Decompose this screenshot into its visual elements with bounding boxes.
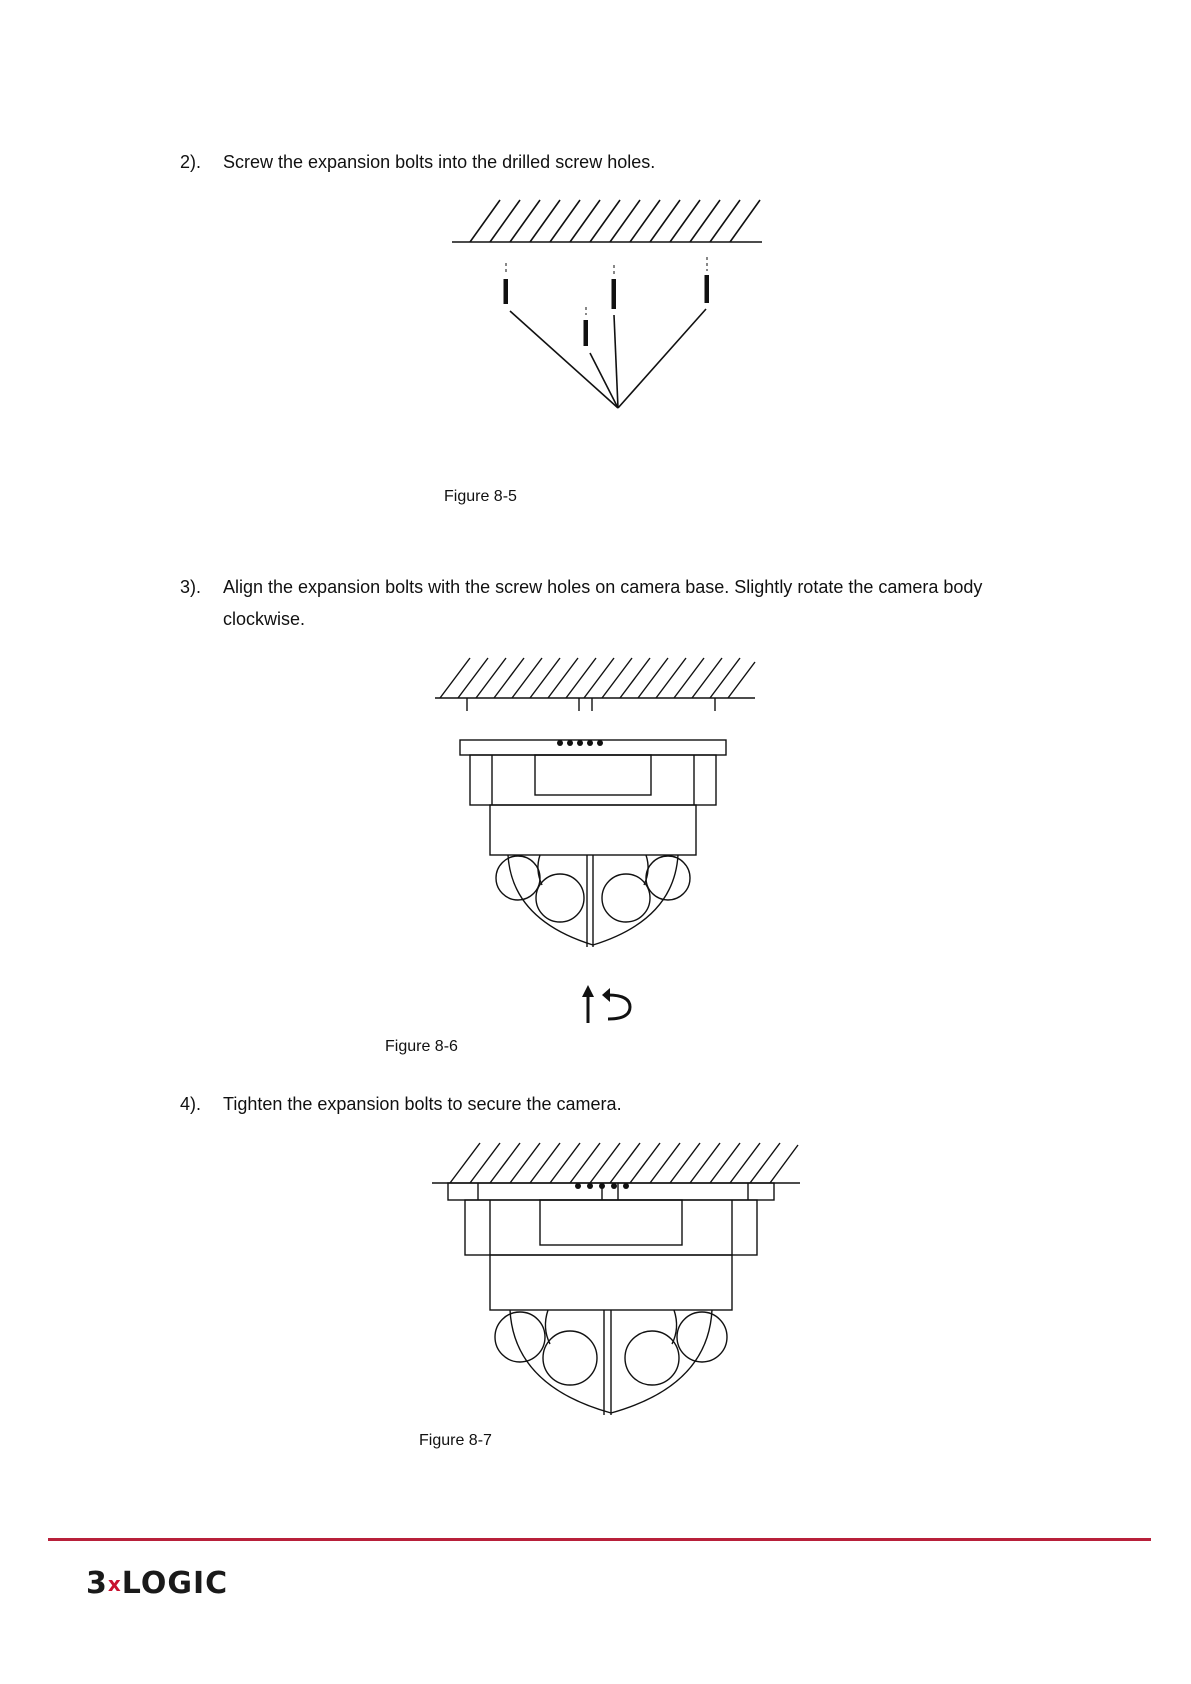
logo-prefix: 3 — [86, 1566, 108, 1601]
step-number: 2). — [180, 152, 202, 172]
figure-8-7-diagram — [430, 1138, 810, 1418]
step-text: Tighten the expansion bolts to secure the camera. — [223, 1094, 622, 1114]
figure-caption: Figure 8-7 — [419, 1432, 492, 1449]
figure-8-5-diagram — [440, 195, 780, 420]
logo-x: x — [107, 1572, 122, 1596]
step-number: 4). — [180, 1094, 202, 1114]
step-text: Align the expansion bolts with the screw holes on camera base. Slightly rotate the camera body clockwise. — [223, 577, 983, 629]
footer-rule — [48, 1538, 1151, 1541]
3xlogic-logo — [86, 1566, 228, 1601]
step-text: Screw the expansion bolts into the drilled screw holes. — [223, 152, 656, 172]
figure-8-6-diagram — [430, 655, 760, 1035]
figure-caption: Figure 8-6 — [385, 1038, 458, 1055]
figure-caption: Figure 8-5 — [444, 488, 517, 505]
step-number: 3). — [180, 577, 202, 597]
logo-suffix: LOGIC — [121, 1566, 229, 1601]
